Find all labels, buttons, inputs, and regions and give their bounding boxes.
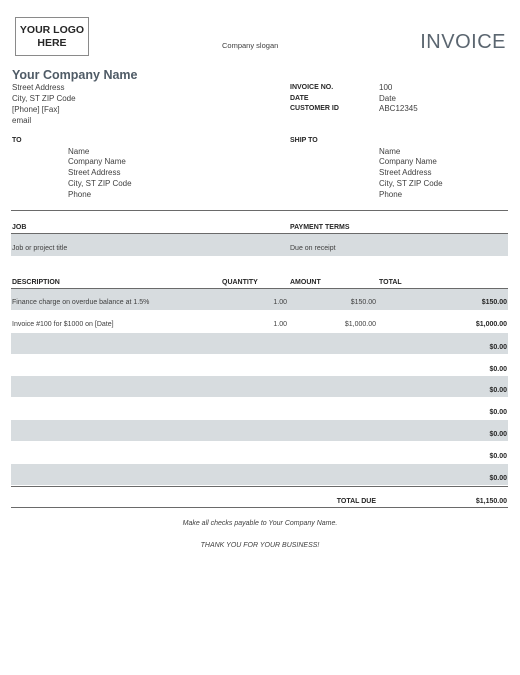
invoice-no-value: 100 (379, 83, 393, 92)
quantity-header: QUANTITY (222, 279, 258, 286)
table-row-total: $0.00 (489, 475, 507, 482)
thank-you-note: THANK YOU FOR YOUR BUSINESS! (200, 542, 320, 549)
job-title-value: Job or project title (12, 245, 68, 252)
customer-id-label: CUSTOMER ID (290, 105, 339, 112)
payment-terms-value: Due on receipt (290, 245, 336, 252)
table-row-amount: $150.00 (350, 299, 376, 306)
table-row-total: $0.00 (489, 344, 507, 351)
description-header: DESCRIPTION (12, 279, 60, 286)
ship-to-city: City, ST ZIP Code (379, 179, 443, 188)
table-row-total: $1,000.00 (475, 321, 507, 328)
to-phone: Phone (68, 190, 92, 199)
total-header: TOTAL (379, 279, 402, 286)
date-value: Date (379, 94, 396, 103)
job-label: JOB (12, 224, 27, 231)
ship-to-street: Street Address (379, 168, 432, 177)
payment-terms-label: PAYMENT TERMS (290, 224, 350, 231)
table-row-quantity: 1.00 (273, 321, 287, 328)
table-row-quantity: 1.00 (273, 299, 287, 306)
logo-placeholder: YOUR LOGO HERE (15, 17, 89, 56)
to-company: Company Name (68, 157, 126, 166)
to-name: Name (68, 147, 90, 156)
table-row-total: $0.00 (489, 431, 507, 438)
company-name: Your Company Name (12, 68, 138, 82)
to-label: TO (12, 137, 22, 144)
invoice-no-label: INVOICE NO. (290, 84, 334, 91)
table-row-total: $0.00 (489, 366, 507, 373)
company-phone-fax: [Phone] [Fax] (12, 105, 60, 114)
amount-header: AMOUNT (290, 279, 321, 286)
ship-to-phone: Phone (379, 190, 403, 199)
company-street: Street Address (12, 83, 65, 92)
table-row-amount: $1,000.00 (344, 321, 376, 328)
table-row-description: Invoice #100 for $1000 on [Date] (12, 321, 114, 328)
ship-to-label: SHIP TO (290, 137, 318, 144)
job-row-band (11, 234, 508, 256)
company-city: City, ST ZIP Code (12, 94, 76, 103)
checks-note: Make all checks payable to Your Company Name. (182, 520, 338, 527)
ship-to-name: Name (379, 147, 401, 156)
table-row-description: Finance charge on overdue balance at 1.5% (12, 299, 150, 306)
company-email: email (12, 116, 32, 125)
divider (11, 210, 508, 211)
total-due-value: $1,150.00 (475, 498, 507, 505)
divider (11, 507, 508, 508)
divider (11, 486, 508, 487)
to-street: Street Address (68, 168, 121, 177)
total-due-label: TOTAL DUE (336, 498, 376, 505)
table-row-total: $0.00 (489, 387, 507, 394)
table-row-total: $0.00 (489, 453, 507, 460)
invoice-title: INVOICE (420, 31, 506, 53)
company-slogan: Company slogan (222, 41, 279, 50)
ship-to-company: Company Name (379, 157, 437, 166)
table-row-total: $150.00 (481, 299, 507, 306)
customer-id-value: ABC12345 (379, 104, 418, 113)
to-city: City, ST ZIP Code (68, 179, 132, 188)
table-row-total: $0.00 (489, 409, 507, 416)
date-label: DATE (290, 95, 309, 102)
